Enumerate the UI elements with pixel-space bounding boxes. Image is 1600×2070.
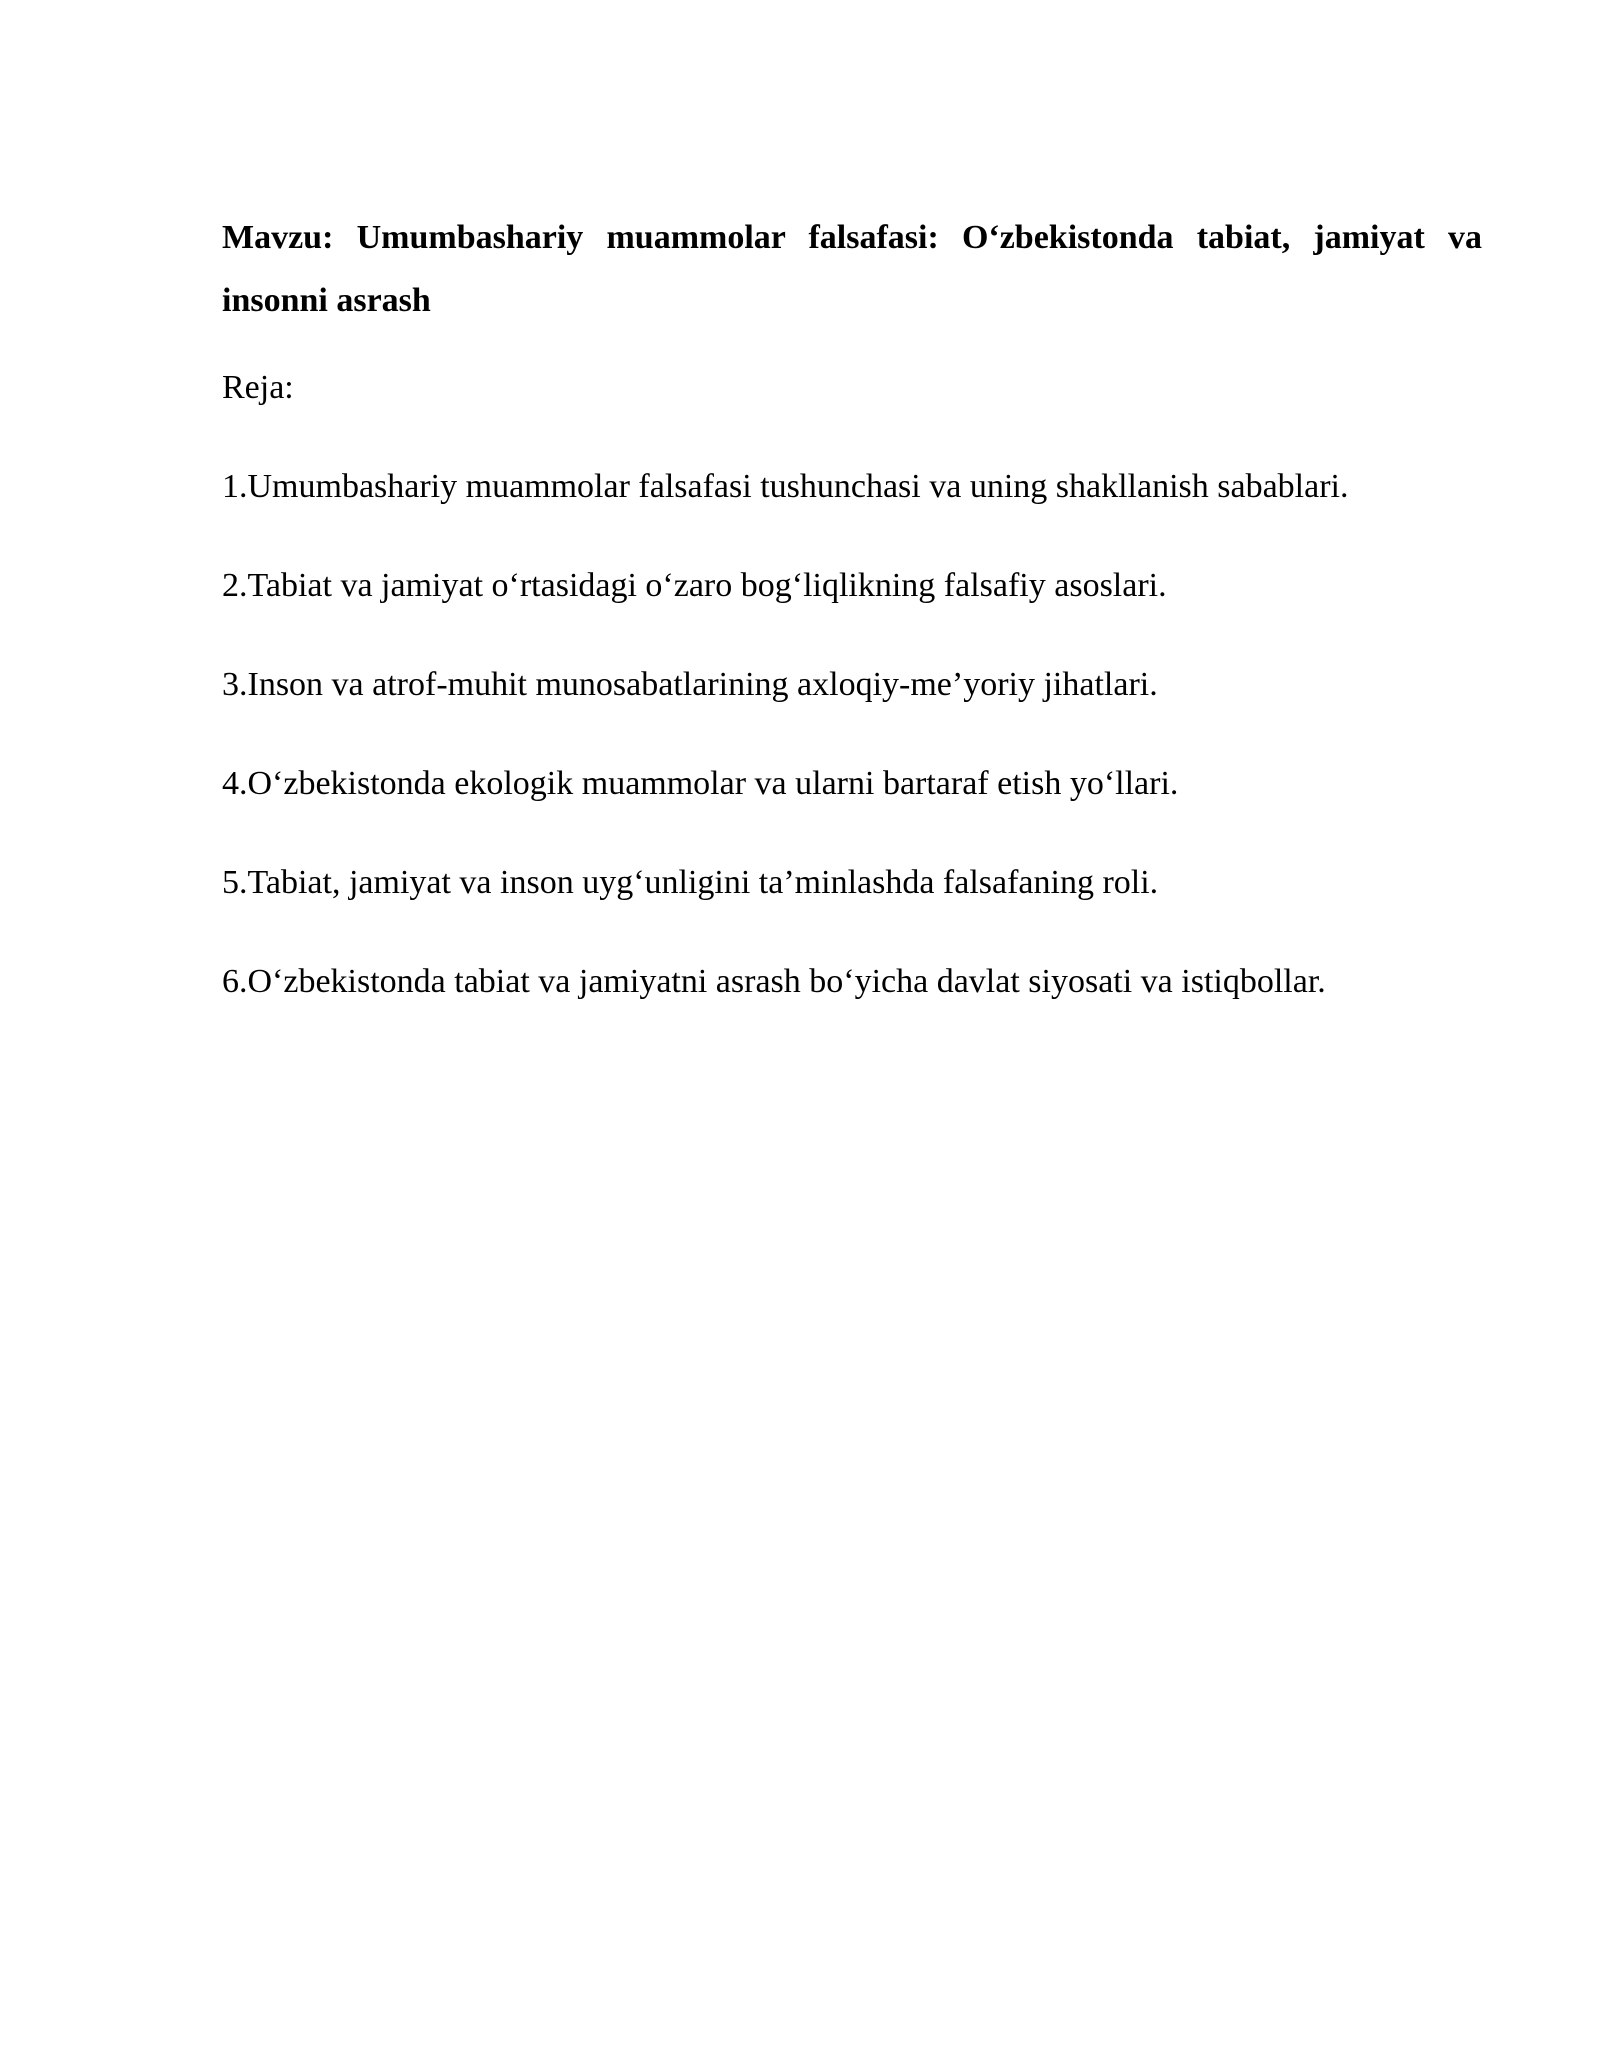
document-title: Mavzu: Umumbashariy muammolar falsafasi: O‘zbekistonda tabiat, jamiyat va insonni asrash: [222, 219, 1482, 319]
plan-item: 6.O‘zbekistonda tabiat va jamiyatni asrash bo‘yicha davlat siyosati va istiqbollar.: [222, 963, 1326, 1000]
plan-heading: Reja:: [222, 369, 294, 406]
plan-item: 5.Tabiat, jamiyat va inson uyg‘unligini ta’minlashda falsafaning roli.: [222, 864, 1159, 901]
plan-item: 2.Tabiat va jamiyat o‘rtasidagi o‘zaro bog‘liqlikning falsafiy asoslari.: [222, 567, 1167, 604]
plan-item: 3.Inson va atrof-muhit munosabatlarining axloqiy-me’yoriy jihatlari.: [222, 666, 1158, 703]
plan-item: 4.O‘zbekistonda ekologik muammolar va ularni bartaraf etish yo‘llari.: [222, 765, 1179, 802]
document-body: [222, 206, 1482, 1002]
plan-list: [222, 467, 1482, 1002]
plan-item: 1.Umumbashariy muammolar falsafasi tushunchasi va uning shakllanish sabablari.: [222, 468, 1349, 505]
